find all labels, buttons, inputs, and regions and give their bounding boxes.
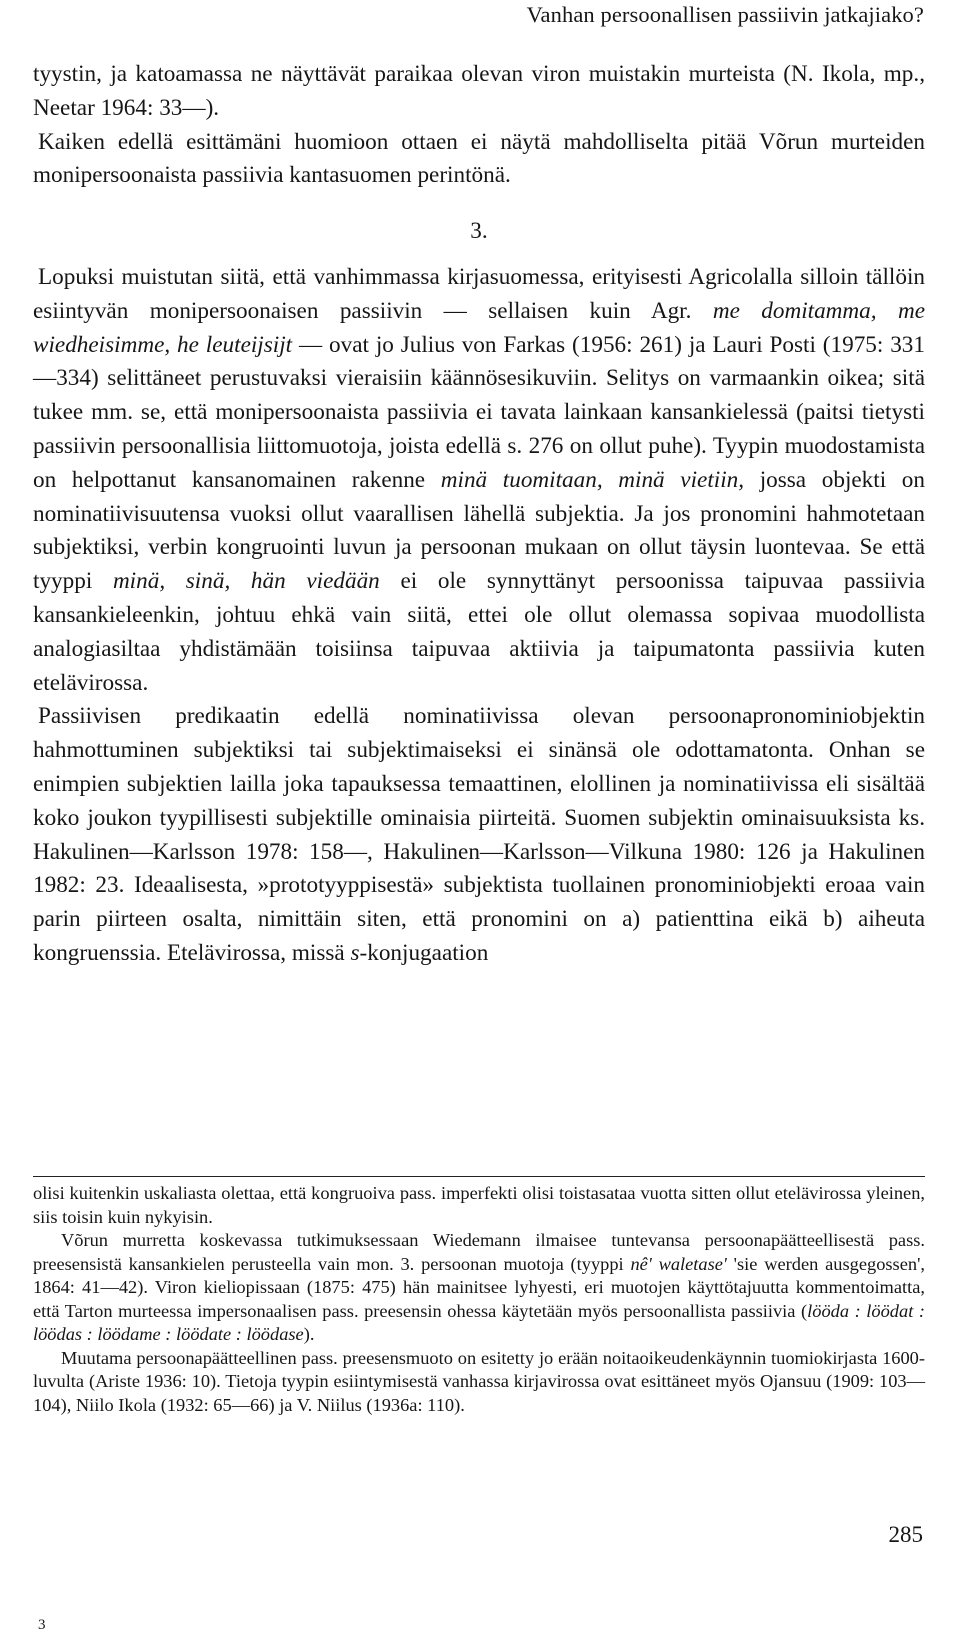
- italic-example: minä, sinä, hän viedään: [112, 568, 380, 595]
- running-title: Vanhan persoonallisen passiivin jatkajiako?: [526, 2, 924, 27]
- footnote-separator: [33, 1176, 925, 1177]
- text-run: Kaiken edellä esittämäni huomioon ottaen ei näytä mahdolliselta pitää Võrun murteiden monipersoonaista passiivia kantasuomen perintönä.: [33, 128, 925, 189]
- italic-example: me domitamma, me wiedheisimme, he leuteijsijt: [33, 297, 925, 358]
- text-run: Lopuksi muistutan siitä, että vanhimmassa kirjasuomessa, erityisesti Agricolalla silloin tällöin esiintyvän monipersoonaisen passiivin — sellaisen kuin Agr.: [33, 263, 925, 324]
- text-run: tyystin, ja katoamassa ne näyttävät paraikaa olevan viron muistakin murteista (N. Ikola, mp., Neetar 1964: 33—).: [33, 61, 925, 121]
- text-run: olisi kuitenkin uskaliasta olettaa, että kongruoiva pass. imperfekti olisi toistasataa vuotta sitten ollut etelävirossa yleinen, siis toisin kuin nykyisin.: [33, 1183, 925, 1227]
- signature-mark: 3: [38, 1617, 46, 1633]
- footnotes: [33, 1182, 925, 1417]
- text-run: — ovat jo Julius von Farkas (1956: 261) ja Lauri Posti (1975: 331—334) selittäneet perustuvaksi vieraisiin käännösesikuviin. Selitys on varmaankin oikea; sitä tukee mm. se, että monipersoonaista passiivia ei tavata lainkaan kansankielessä (paitsi tietysti passiivin persoonallisia liittomuotoja, joista edellä s. 276 on ollut puhe). Tyypin muodostamista on helpottanut kansanomainen rakenne: [33, 331, 925, 493]
- text-run: -konjugaation: [359, 939, 489, 966]
- main-text: [33, 58, 925, 971]
- italic-example: s: [350, 939, 360, 966]
- paragraph-agricola: [33, 261, 925, 700]
- page-number: 285: [888, 1522, 923, 1547]
- text-run: Muutama persoonapäätteellinen pass. preesensmuoto on esitetty jo erään noitaoikeudenkäynnin tuomiokirjasta 1600-luvulta (Ariste 1936: 10). Tietoja tyypin esiintymisestä vanhassa kirjavirossa ovat esittäneet myös Ojansuu (1909: 103—104), Niilo Ikola (1932: 65—66) ja V. Niilus (1936a: 110).: [33, 1347, 925, 1415]
- footnote-wiedemann: [33, 1229, 925, 1347]
- text-run: jossa objekti on nominatiivisuutensa vuoksi ollut vaarallisen lähellä subjektia. Ja jos pronomini hahmotetaan subjektiksi, verbin kongruointi luvun ja persoonan mukaan on ollut täysin luontevaa. Se että tyyppi: [33, 466, 925, 595]
- footnote-continuation: [33, 1182, 925, 1229]
- paragraph-subject: [33, 700, 925, 970]
- text-run: ei ole synnyttänyt persoonissa taipuvaa passiivia kansankieleenkin, johtuu ehkä vain siitä, ettei ole ollut olemassa sopivaa muodollista analogiasiltaa yhdistämään toisiinsa taipuvaa aktiivia ja taipumatonta passiivia kuten etelävirossa.: [33, 568, 925, 696]
- text-run: Võrun murretta koskevassa tutkimuksessaan Wiedemann ilmaisee tuntevansa persoonapäätteellisestä pass. preesensistä kansankielen perusteella vain mon. 3. persoonan muotoja (tyyppi: [33, 1230, 925, 1274]
- footnote-sources: [33, 1347, 925, 1418]
- italic-example: lööda : löödat : löödas : löödame : löödate : löödase: [33, 1300, 925, 1344]
- text-run: ).: [303, 1324, 315, 1344]
- paragraph-conclusion: [33, 126, 925, 194]
- italic-example: minä tuomitaan, minä vietiin,: [440, 466, 745, 493]
- paragraph-continuation: [33, 58, 925, 126]
- text-run: Passiivisen predikaatin edellä nominatiivissa olevan persoonapronominiobjektin hahmottuminen subjektiksi tai subjektimaiseksi ei sinänsä ole odottamatonta. Onhan se enimpien subjektien lailla joka tapauksessa temaattinen, elollinen ja nominatiivissa eli sisältää koko joukon tyypillisesti subjektille ominaisia piirteitä. Suomen subjektin ominaisuuksista ks. Hakulinen—Karlsson 1978: 158—, Hakulinen—Karlsson—Vilkuna 1980: 126 ja Hakulinen 1982: 23. Ideaalisesta, »prototyyppisestä» subjektista tuollainen pronominiobjekti eroaa vain parin piirteen osalta, nimittäin siten, että pronomini on a) patienttina eikä b) aiheuta kongruenssia. Etelävirossa, missä: [33, 703, 925, 966]
- italic-example: nê' waletase': [630, 1253, 727, 1274]
- section-number: 3.: [470, 218, 488, 245]
- text-run: 'sie werden ausgegossen', 1864: 41—42). Viron kieliopissaan (1875: 475) hän mainitsee lyhyesti, eri muotojen käyttötajuutta kommentoimatta, että Tarton murteessa impersonaalisen pass. preesensin ohessa käytetään myös persoonallista passiivia (: [33, 1253, 925, 1321]
